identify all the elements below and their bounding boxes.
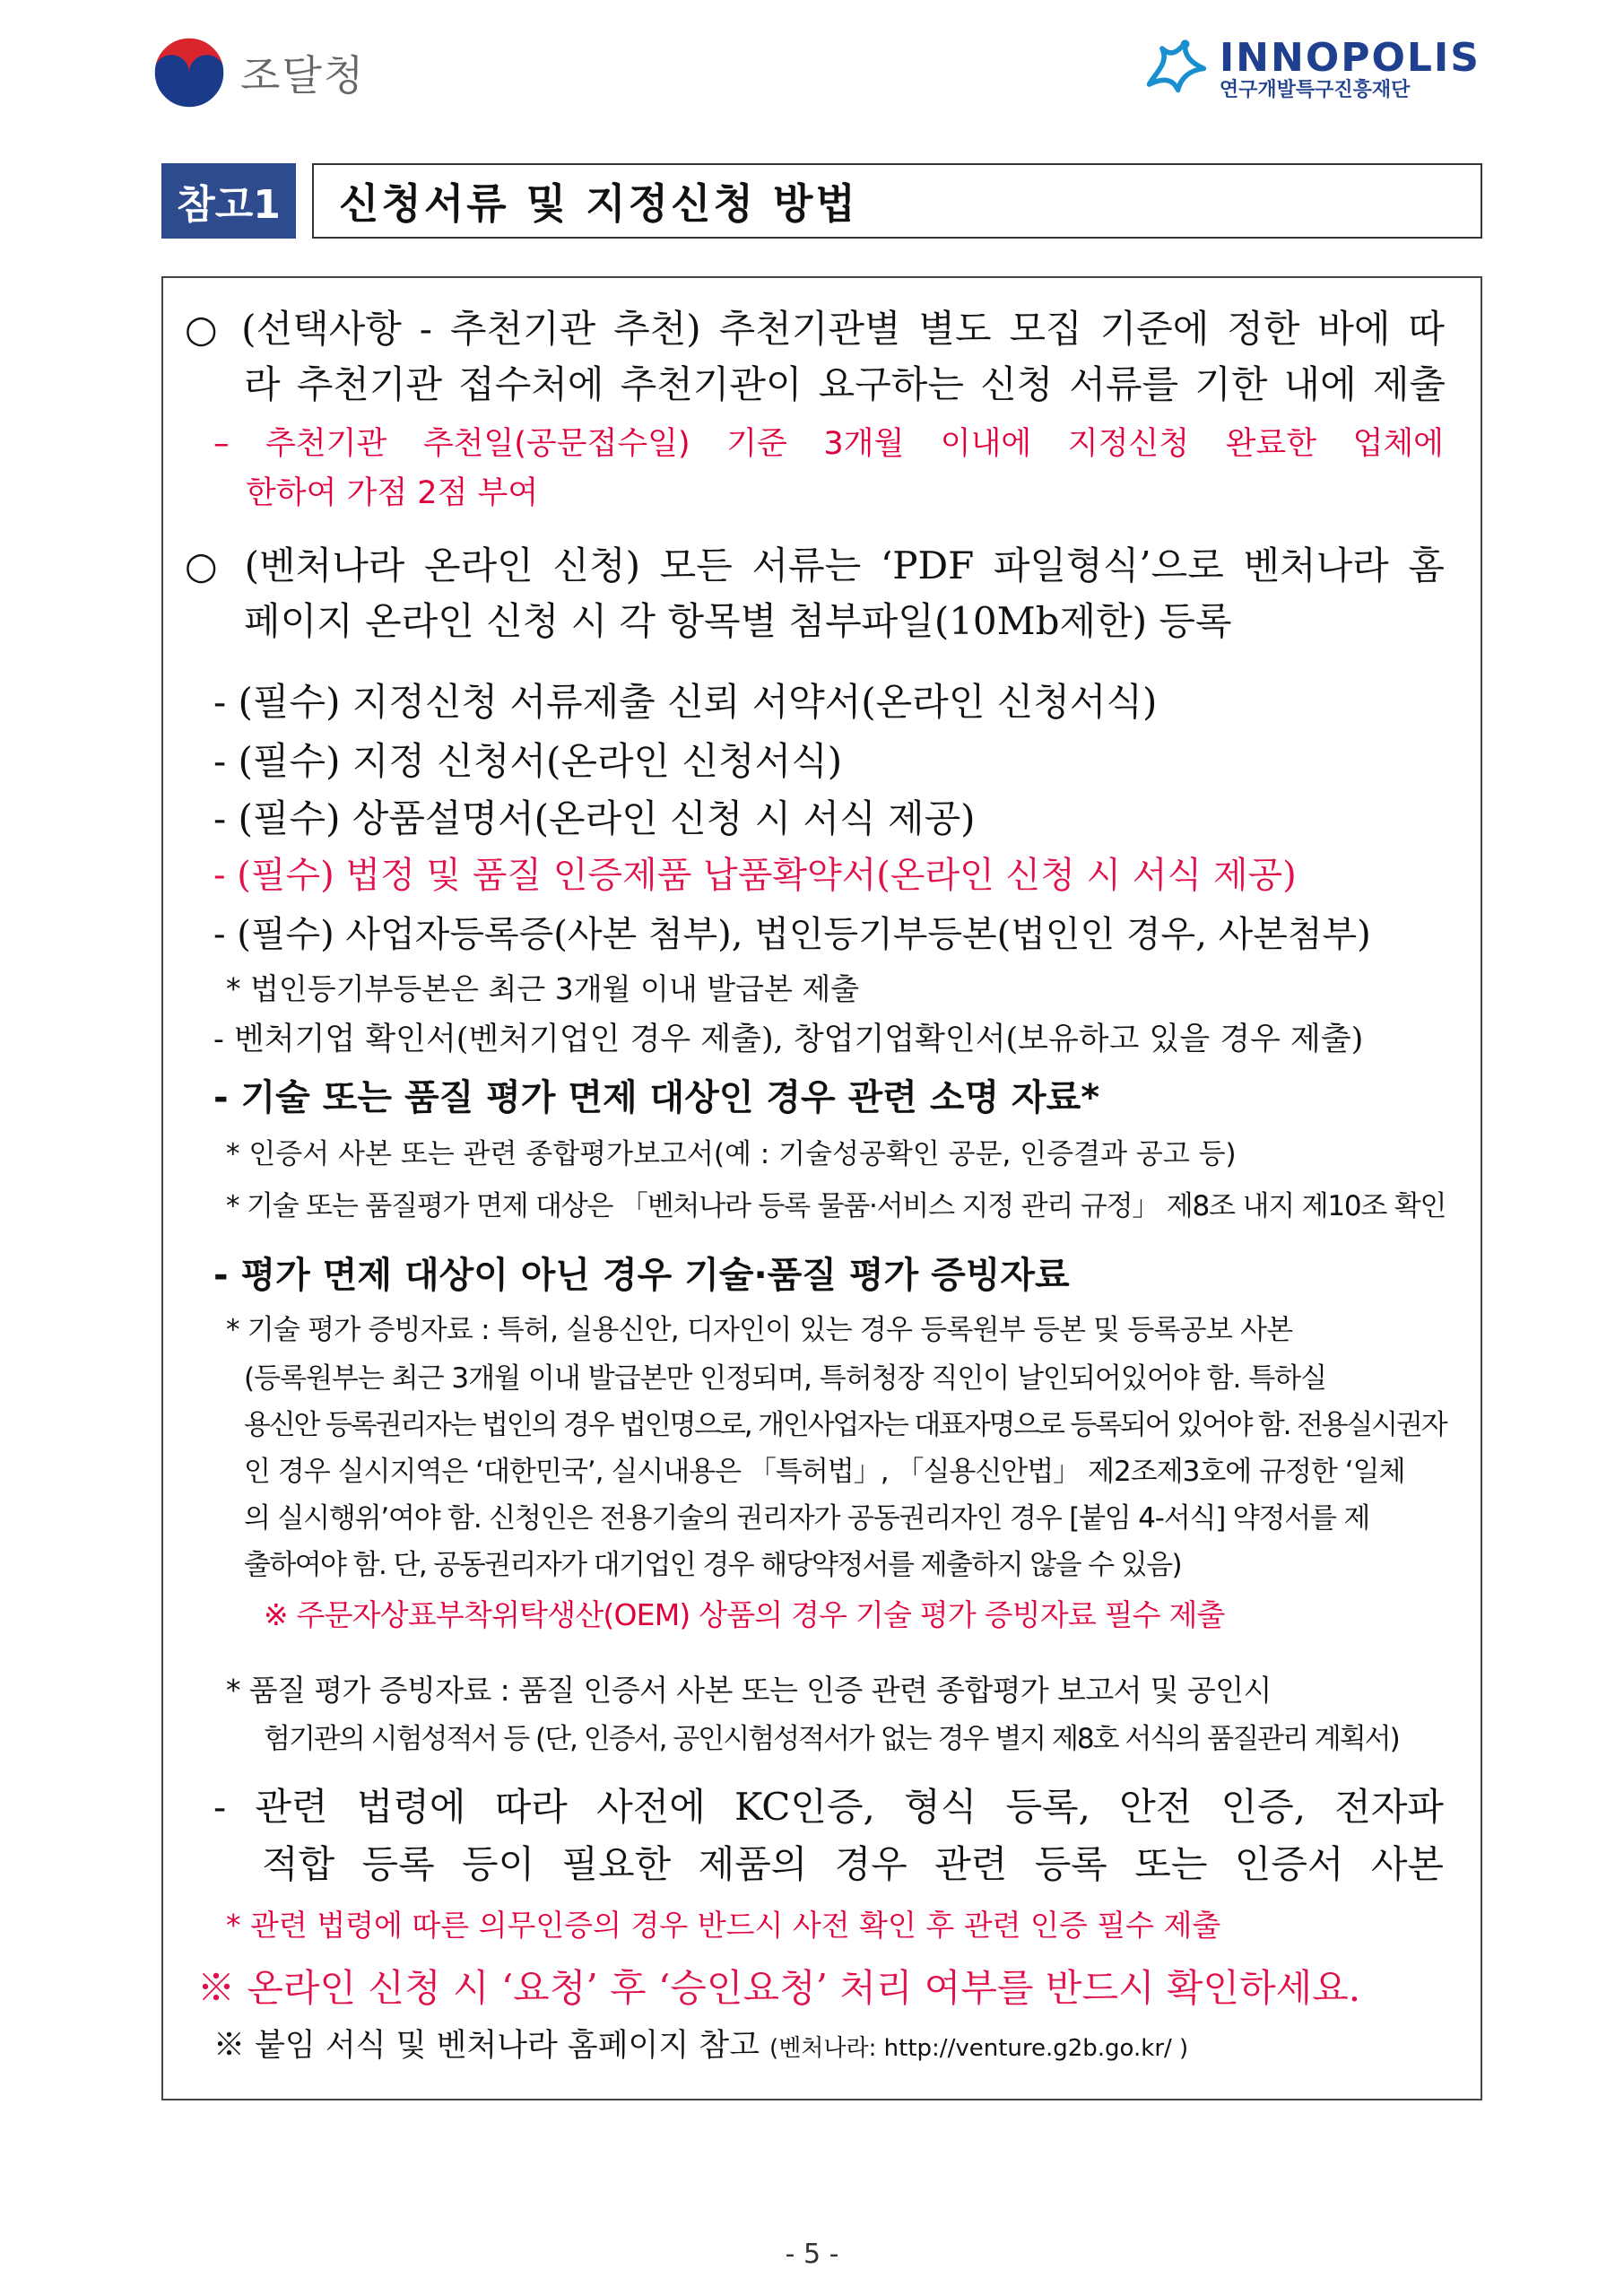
item-kc-certification-cont: 적합 등록 등이 필요한 제품의 경우 관련 등록 또는 인증서 사본 (262, 1842, 1444, 1886)
note-tech-evidence-2: (등록원부는 최근 3개월 이내 발급본만 인정되며, 특허청장 직인이 날인되어있어야 함. 특하실 (244, 1362, 1327, 1395)
star-mark-icon (1141, 34, 1212, 106)
note-bonus-points: – 추천기관 추천일(공문접수일) 기준 3개월 이내에 지정신청 완료한 업체에 (213, 426, 1444, 462)
note-certificate-copy: * 인증서 사본 또는 관련 종합평가보고서(예 : 기술성공확인 공문, 인증결과 공고 등) (226, 1138, 1237, 1170)
note-exemption-rule: * 기술 또는 품질평가 면제 대상은 「벤처나라 등록 물품·서비스 지정 관리 규정」 제8조 내지 제10조 확인 (226, 1190, 1446, 1222)
bullet-online-application-cont: 페이지 온라인 신청 시 각 항목별 첨부파일(10Mb제한) 등록 (244, 599, 1232, 643)
org-name-left: 조달청 (240, 51, 366, 100)
note-oem-required: ※ 주문자상표부착위탁생산(OEM) 상품의 경우 기술 평가 증빙자료 필수 제출 (264, 1597, 1225, 1632)
item-kc-certification: - 관련 법령에 따라 사전에 KC인증, 형식 등록, 안전 인증, 전자파 (213, 1785, 1444, 1829)
item-evaluation-evidence: - 평가 면제 대상이 아닌 경우 기술·품질 평가 증빙자료 (213, 1255, 1070, 1296)
item-exemption-materials: - 기술 또는 품질 평가 면제 대상인 경우 관련 소명 자료* (213, 1077, 1100, 1118)
reference-badge: 참고1 (161, 163, 296, 239)
content-box (161, 276, 1482, 2100)
notice-appendix-reference (213, 2028, 1189, 2064)
bullet-recommendation-cont: 라 추천기관 접수처에 추천기관이 요구하는 신청 서류를 기한 내에 제출 (244, 362, 1446, 406)
note-registry-copy: * 법인등기부등본은 최근 3개월 이내 발급본 제출 (226, 971, 860, 1006)
page-number: - 5 - (785, 2239, 839, 2270)
item-pledge: - (필수) 지정신청 서류제출 신뢰 서약서(온라인 신청서식) (213, 680, 1158, 724)
note-quality-evidence-2: 험기관의 시험성적서 등 (단, 인증서, 공인시험성적서가 없는 경우 별지 제8호 서식의 품질관리 계획서) (264, 1723, 1399, 1755)
innopolis-subtitle: 연구개발특구진흥재단 (1219, 79, 1411, 101)
note-tech-evidence-3: 용신안 등록권리자는 법인의 경우 법인명으로, 개인사업자는 대표자명으로 등록되어 있어야 함. 전용실시권자 (244, 1409, 1446, 1441)
note-bonus-points-cont: 한하여 가점 2점 부여 (246, 475, 539, 511)
note-tech-evidence-6: 출하여야 함. 단, 공동권리자가 대기업인 경우 해당약정서를 제출하지 않을 수 있음) (244, 1549, 1181, 1581)
innopolis-logo (1141, 34, 1481, 106)
item-application-form: - (필수) 지정 신청서(온라인 신청서식) (213, 739, 843, 783)
note-mandatory-certification: * 관련 법령에 따른 의무인증의 경우 반드시 사전 확인 후 관련 인증 필수 제출 (226, 1908, 1221, 1943)
note-tech-evidence: * 기술 평가 증빙자료 : 특허, 실용신안, 디자인이 있는 경우 등록원부 등본 및 등록공보 사본 (226, 1314, 1293, 1346)
item-business-registration: - (필수) 사업자등록증(사본 첨부), 법인등기부등본(법인인 경우, 사본첨부) (213, 914, 1371, 955)
appendix-reference-text: ※ 붙임 서식 및 벤처나라 홈페이지 참고 (213, 2028, 760, 2064)
venture-site-url[interactable]: (벤처나라: http://venture.g2b.go.kr/ ) (769, 2035, 1189, 2062)
bullet-online-application: ○ (벤처나라 온라인 신청) 모든 서류는 ‘PDF 파일형식’으로 벤처나라 홈 (185, 544, 1445, 587)
item-venture-certificate: - 벤처기업 확인서(벤처기업인 경우 제출), 창업기업확인서(보유하고 있을 경우 제출) (213, 1022, 1364, 1057)
note-tech-evidence-4: 인 경우 실시지역은 ‘대한민국’, 실시내용은 「특허법」, 「실용신안법」 제2조제3호에 규정한 ‘일체 (244, 1456, 1405, 1488)
item-delivery-pledge: - (필수) 법정 및 품질 인증제품 납품확약서(온라인 신청 시 서식 제공) (213, 855, 1297, 896)
taeguk-emblem-icon (151, 34, 228, 111)
section-title-bar (161, 163, 1482, 239)
note-tech-evidence-5: 의 실시행위’여야 함. 신청인은 전용기술의 권리자가 공동권리자인 경우 [붙임 4-서식] 약정서를 제 (244, 1502, 1370, 1535)
notice-approval-request: ※ 온라인 신청 시 ‘요청’ 후 ‘승인요청’ 처리 여부를 반드시 확인하세요. (197, 1966, 1361, 2010)
note-quality-evidence: * 품질 평가 증빙자료 : 품질 인증서 사본 또는 인증 관련 종합평가 보고서 및 공인시 (226, 1673, 1272, 1708)
innopolis-name: INNOPOLIS (1219, 35, 1481, 81)
item-product-description: - (필수) 상품설명서(온라인 신청 시 서식 제공) (213, 796, 976, 840)
section-title: 신청서류 및 지정신청 방법 (312, 163, 1482, 239)
bullet-recommendation: ○ (선택사항 - 추천기관 추천) 추천기관별 별도 모집 기준에 정한 바에 따 (185, 307, 1445, 351)
pps-logo (151, 34, 365, 111)
